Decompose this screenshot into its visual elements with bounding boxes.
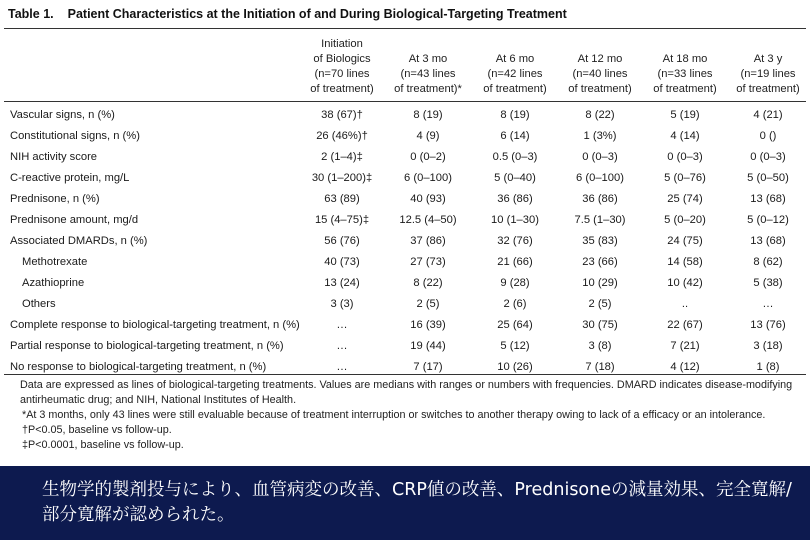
table-cell: 5 (19) [670,109,700,121]
column-header-line: of treatment) [568,83,632,95]
table-cell: 12.5 (4–50) [399,214,457,226]
table-cell: 38 (67)† [321,109,363,121]
column-header-line: Initiation [321,38,363,50]
table-cell: 2 (1–4)‡ [321,151,363,163]
table-cell: 2 (5) [588,298,612,310]
table-cell: 26 (46%)† [316,130,368,142]
table-cell: 32 (76) [497,235,533,247]
table-row [0,315,810,335]
table-cell: 24 (75) [667,235,703,247]
column-header [708,52,810,97]
table-cell: 25 (74) [667,193,703,205]
table-cell: … [336,319,348,331]
column-header-line: of treatment) [736,83,800,95]
table-cell: 5 (0–12) [747,214,789,226]
table-cell: 8 (62) [753,256,783,268]
table-cell: 13 (68) [750,235,786,247]
column-header-line: (n=33 lines [657,68,713,80]
table-cell: 4 (21) [753,109,783,121]
table-cell: 7 (18) [585,361,615,373]
table-cell: 5 (12) [500,340,530,352]
table-cell: 6 (14) [500,130,530,142]
table-cell: 7 (21) [670,340,700,352]
row-label: NIH activity score [10,151,98,163]
table-row [0,105,810,125]
summary-banner-text: 生物学的製剤投与により、血管病変の改善、CRP値の改善、Prednisoneの減量効果、完全寛解/部分寛解が認められた。 [42,480,792,525]
table-cell: 63 (89) [324,193,360,205]
column-header-line: (n=43 lines [400,68,456,80]
table-cell: 13 (24) [324,277,360,289]
row-label: Others [22,298,56,310]
row-label: Constitutional signs, n (%) [10,130,140,142]
table-cell: 0.5 (0–3) [492,151,538,163]
table-cell: 8 (19) [413,109,443,121]
table-row [0,189,810,209]
table-cell: 7 (17) [413,361,443,373]
row-label: Prednisone amount, mg/d [10,214,139,226]
column-header-line: At 3 y [753,53,783,65]
table-row [0,294,810,314]
table-cell: 0 () [759,130,777,142]
table-cell: 0 (0–3) [667,151,703,163]
table-row [0,252,810,272]
column-header-line: of treatment) [483,83,547,95]
column-header-line: At 6 mo [495,53,535,65]
table-cell: 35 (83) [582,235,618,247]
table-cell: 5 (38) [753,277,783,289]
table-cell: 0 (0–3) [582,151,618,163]
table-cell: 40 (73) [324,256,360,268]
column-header-line: At 18 mo [662,53,708,65]
note-3-months: *At 3 months, only 43 lines were still evaluable because of treatment interruption or switches to another therapy owing to lack of a efficacy or an intolerance. [22,409,766,421]
table-title-text: Patient Characteristics at the Initiation of and During Biological-Targeting Treatment [67,7,567,21]
table-cell: 5 (0–50) [747,172,789,184]
top-rule [4,28,806,29]
table-cell: 8 (19) [500,109,530,121]
row-label: Associated DMARDs, n (%) [10,235,148,247]
header-rule [4,101,806,102]
table-cell: … [336,340,348,352]
table-cell: 6 (0–100) [576,172,624,184]
table-cell: 36 (86) [582,193,618,205]
table-cell: 36 (86) [497,193,533,205]
table-cell: 27 (73) [410,256,446,268]
table-cell: 14 (58) [667,256,703,268]
table-row [0,168,810,188]
table-cell: 23 (66) [582,256,618,268]
column-header-line: At 12 mo [577,53,623,65]
column-header-line: of Biologics [313,53,371,65]
table-cell: .. [681,298,689,310]
table-cell: 10 (29) [582,277,618,289]
column-header-line: (n=40 lines [572,68,628,80]
column-header-line: of treatment)* [394,83,462,95]
table-notes [22,378,802,453]
table-cell: 8 (22) [585,109,615,121]
table-number: Table 1. [8,7,54,21]
table-title [8,7,567,21]
table-cell: 3 (18) [753,340,783,352]
table-cell: 1 (3%) [583,130,617,142]
table-cell: 15 (4–75)‡ [314,214,370,226]
table-cell: 2 (6) [503,298,527,310]
table-cell: 21 (66) [497,256,533,268]
table-cell: 4 (9) [416,130,440,142]
row-label: C-reactive protein, mg/L [10,172,130,184]
table-cell: 30 (75) [582,319,618,331]
row-label: Vascular signs, n (%) [10,109,115,121]
table-cell: 3 (3) [330,298,354,310]
table-cell: 40 (93) [410,193,446,205]
row-label: Azathioprine [22,277,85,289]
note-abbreviations: Data are expressed as lines of biological-targeting treatments. Values are medians with ranges or numbers with frequencies. DMARD indicates disease-modifying antirheumatic drug; and NIH, National Institutes of Health. [20,379,793,406]
bottom-rule [4,374,806,375]
table-row [0,336,810,356]
table-cell: 0 (0–3) [750,151,786,163]
table-cell: 13 (76) [750,319,786,331]
table-cell: 4 (12) [670,361,700,373]
table-cell: 13 (68) [750,193,786,205]
note-p005: †P<0.05, baseline vs follow-up. [22,424,172,436]
table-cell: … [336,361,348,373]
row-label: Prednisone, n (%) [10,193,100,205]
table-row [0,147,810,167]
note-p00001: ‡P<0.0001, baseline vs follow-up. [22,439,184,451]
row-label: Complete response to biological-targeting treatment, n (%) [10,319,300,331]
table-cell: 19 (44) [410,340,446,352]
table-cell: 4 (14) [670,130,700,142]
table-cell: 8 (22) [413,277,443,289]
table-cell: 1 (8) [756,361,780,373]
table-cell: 0 (0–2) [410,151,446,163]
table-cell: 2 (5) [416,298,440,310]
table-cell: 9 (28) [500,277,530,289]
table-cell: 5 (0–40) [494,172,536,184]
column-header-line: of treatment) [653,83,717,95]
column-header-line: (n=42 lines [487,68,543,80]
table-row [0,210,810,230]
table-cell: 16 (39) [410,319,446,331]
table-row [0,273,810,293]
table-cell: 6 (0–100) [404,172,452,184]
table-cell: 10 (1–30) [491,214,539,226]
table-row [0,126,810,146]
table-cell: 30 (1–200)‡ [311,172,373,184]
table-cell: … [762,298,774,310]
table-cell: 10 (26) [497,361,533,373]
row-label: Partial response to biological-targeting treatment, n (%) [10,340,284,352]
table-row [0,231,810,251]
table-cell: 22 (67) [667,319,703,331]
column-header-line: of treatment) [310,83,374,95]
table-cell: 5 (0–20) [664,214,706,226]
table-cell: 37 (86) [410,235,446,247]
table-cell: 10 (42) [667,277,703,289]
column-header-line: At 3 mo [408,53,448,65]
table-cell: 5 (0–76) [664,172,706,184]
table-cell: 56 (76) [324,235,360,247]
row-label: Methotrexate [22,256,88,268]
column-header-line: (n=19 lines [740,68,796,80]
table-cell: 25 (64) [497,319,533,331]
table-cell: 7.5 (1–30) [574,214,626,226]
table-cell: 3 (8) [588,340,612,352]
row-label: No response to biological-targeting treatment, n (%) [10,361,267,373]
column-header-line: (n=70 lines [314,68,370,80]
